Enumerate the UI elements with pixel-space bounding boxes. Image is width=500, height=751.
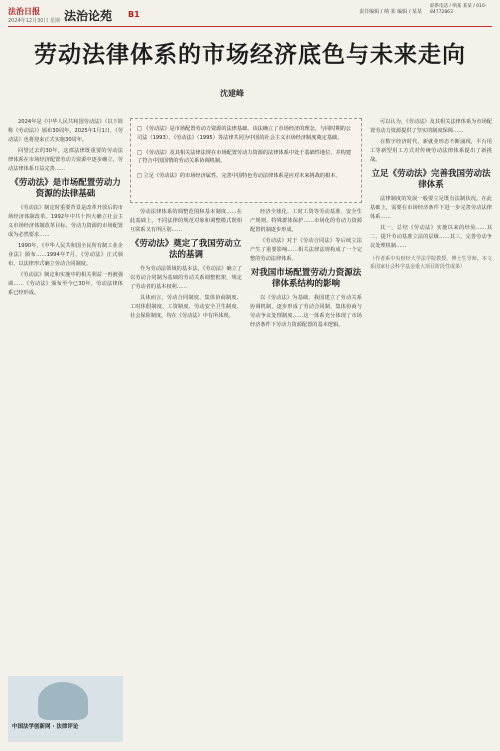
section-heading: 立足《劳动法》完善我国劳动法律体系	[371, 169, 491, 190]
issue-date: 2024年12月30日 星期一	[8, 18, 66, 24]
paragraph: 经济全球化、工时工资等劳动基准、安全生产规则、特殊群体保护……市场化的劳动力资源配置机制逐步形成。	[250, 209, 362, 233]
paragraph: 其一，总结《劳动法》实施以来的经验……其二，提升劳动基准立法的层级……其三，完善劳动争议处理机制……	[370, 225, 492, 249]
section-heading: 《劳动法》是市场配置劳动力资源的法律基础	[10, 178, 121, 199]
column-4	[370, 118, 492, 271]
author-note: （作者系中央财经大学法学院教授、博士生导师。本文系国家社会科学基金重大项目阶段性成果）	[370, 256, 492, 270]
paragraph: 可以认为，《劳动法》及其相关法律体系为市场配置劳动力资源提供了坚实的制度保障……	[370, 119, 492, 134]
summary-item: □ 《劳动法》是市场配置劳动力资源的法律基础。该法确立了市场经济的理念，与同时期的公司法（1993）、《劳动法》（1995）等法律共同为中国的社会主义市场经济制度奠定基础。	[137, 126, 352, 141]
article-title: 劳动法律体系的市场经济底色与未来走向	[34, 41, 466, 68]
paragraph: 《劳动法》对于《劳动合同法》等后续立法产生了重要影响……相关法律法规构成了一个完整的劳动法律体系。	[250, 238, 362, 262]
section-heading: 对我国市场配置劳动力资源法律体系结构的影响	[250, 268, 362, 289]
paragraph: 《劳动法》制定时重要背景是改革开放后的市场经济体制改革。1992年中共十四大确立社会主义市场经济体制改革目标，劳动力资源的市场配置成为必然要求……	[8, 205, 123, 238]
footer-image	[8, 676, 123, 742]
summary-item: □ 立足《劳动法》的市场经济属性，完善中国特色劳动法律体系是应对未来挑战的根本。	[137, 173, 341, 180]
author: 沈建峰	[220, 89, 244, 98]
paragraph: 具体而言，劳动合同制度、集体协商制度、工时休假制度、工资制度、劳动安全卫生制度、社会保险制度，均在《劳动法》中有所体现。	[130, 295, 242, 319]
paragraph: 劳动法律体系的调整范围和基本制度……在此基础上，不同法律的规范对象和调整模式既相互联系又有所区别……	[130, 209, 242, 233]
paragraph: 《劳动法》制定和实施中的相关利益一再被强调……《劳动法》颁布至今已30年，劳动法律体系已经形成。	[8, 272, 123, 296]
paragraph: 1990年，《中华人民共和国全民所有制工业企业法》颁布……1994年7月，《劳动法》正式颁布，以法律形式确立劳动合同制度。	[8, 243, 123, 267]
summary-item: □ 《劳动法》及其相关法律法规在市场配置劳动力资源的法律体系中处于基础性地位，并构建了符合中国国情的劳动关系协调机制。	[137, 149, 352, 165]
footer-caption: 中国法学创新网 · 法律评论	[12, 724, 79, 730]
paper-name: 法治日报	[8, 7, 40, 16]
page-number: B1	[128, 10, 140, 19]
paragraph: 回望过去的30年，这部法律既重要的劳动法律体系在市场经济配置劳动力资源中逐步确立，劳动法律体系日益完善……	[8, 148, 123, 172]
column-3	[250, 208, 362, 332]
section-heading: 《劳动法》奠定了我国劳动立法的基调	[130, 239, 242, 260]
paragraph: 法律制度的发展一般要立足既有法制状况。在此基础上，需要在市场经济条件下进一步完善劳动法律体系……	[370, 196, 492, 220]
paragraph: 作为劳动法领域的基本法，《劳动法》确立了以劳动合同制为基础的劳动关系调整框架，规定了劳动者的基本权利……	[130, 266, 242, 290]
tree-illustration	[38, 682, 88, 720]
paragraph: 以《劳动法》为基础，我国建立了劳动关系协调机制，逐步形成了劳动合同制、集体协商与劳动争议处理制度……这一体系充分体现了市场经济条件下劳动力资源配置的基本逻辑。	[250, 295, 362, 328]
paragraph: 在数字经济时代，新就业形态不断涌现，平台用工等新型用工方式对传统劳动法律体系提出了新挑战。	[370, 139, 492, 163]
paragraph: 2024年是《中华人民共和国劳动法》（以下简称《劳动法》）颁布30周年。2025年1月1日，《劳动法》也将迎来正式实施30周年。	[8, 119, 123, 143]
editor-line: 责任编辑 / 纳 某 编辑 / 某某	[359, 9, 422, 15]
column-name: 法治论苑	[64, 9, 113, 23]
column-2	[130, 208, 242, 323]
column-1	[8, 118, 123, 300]
masthead	[8, 4, 492, 27]
summary-box	[130, 118, 362, 203]
contact-note: 联系电话 / 纳某 某某 / 010-84772863	[430, 4, 487, 15]
